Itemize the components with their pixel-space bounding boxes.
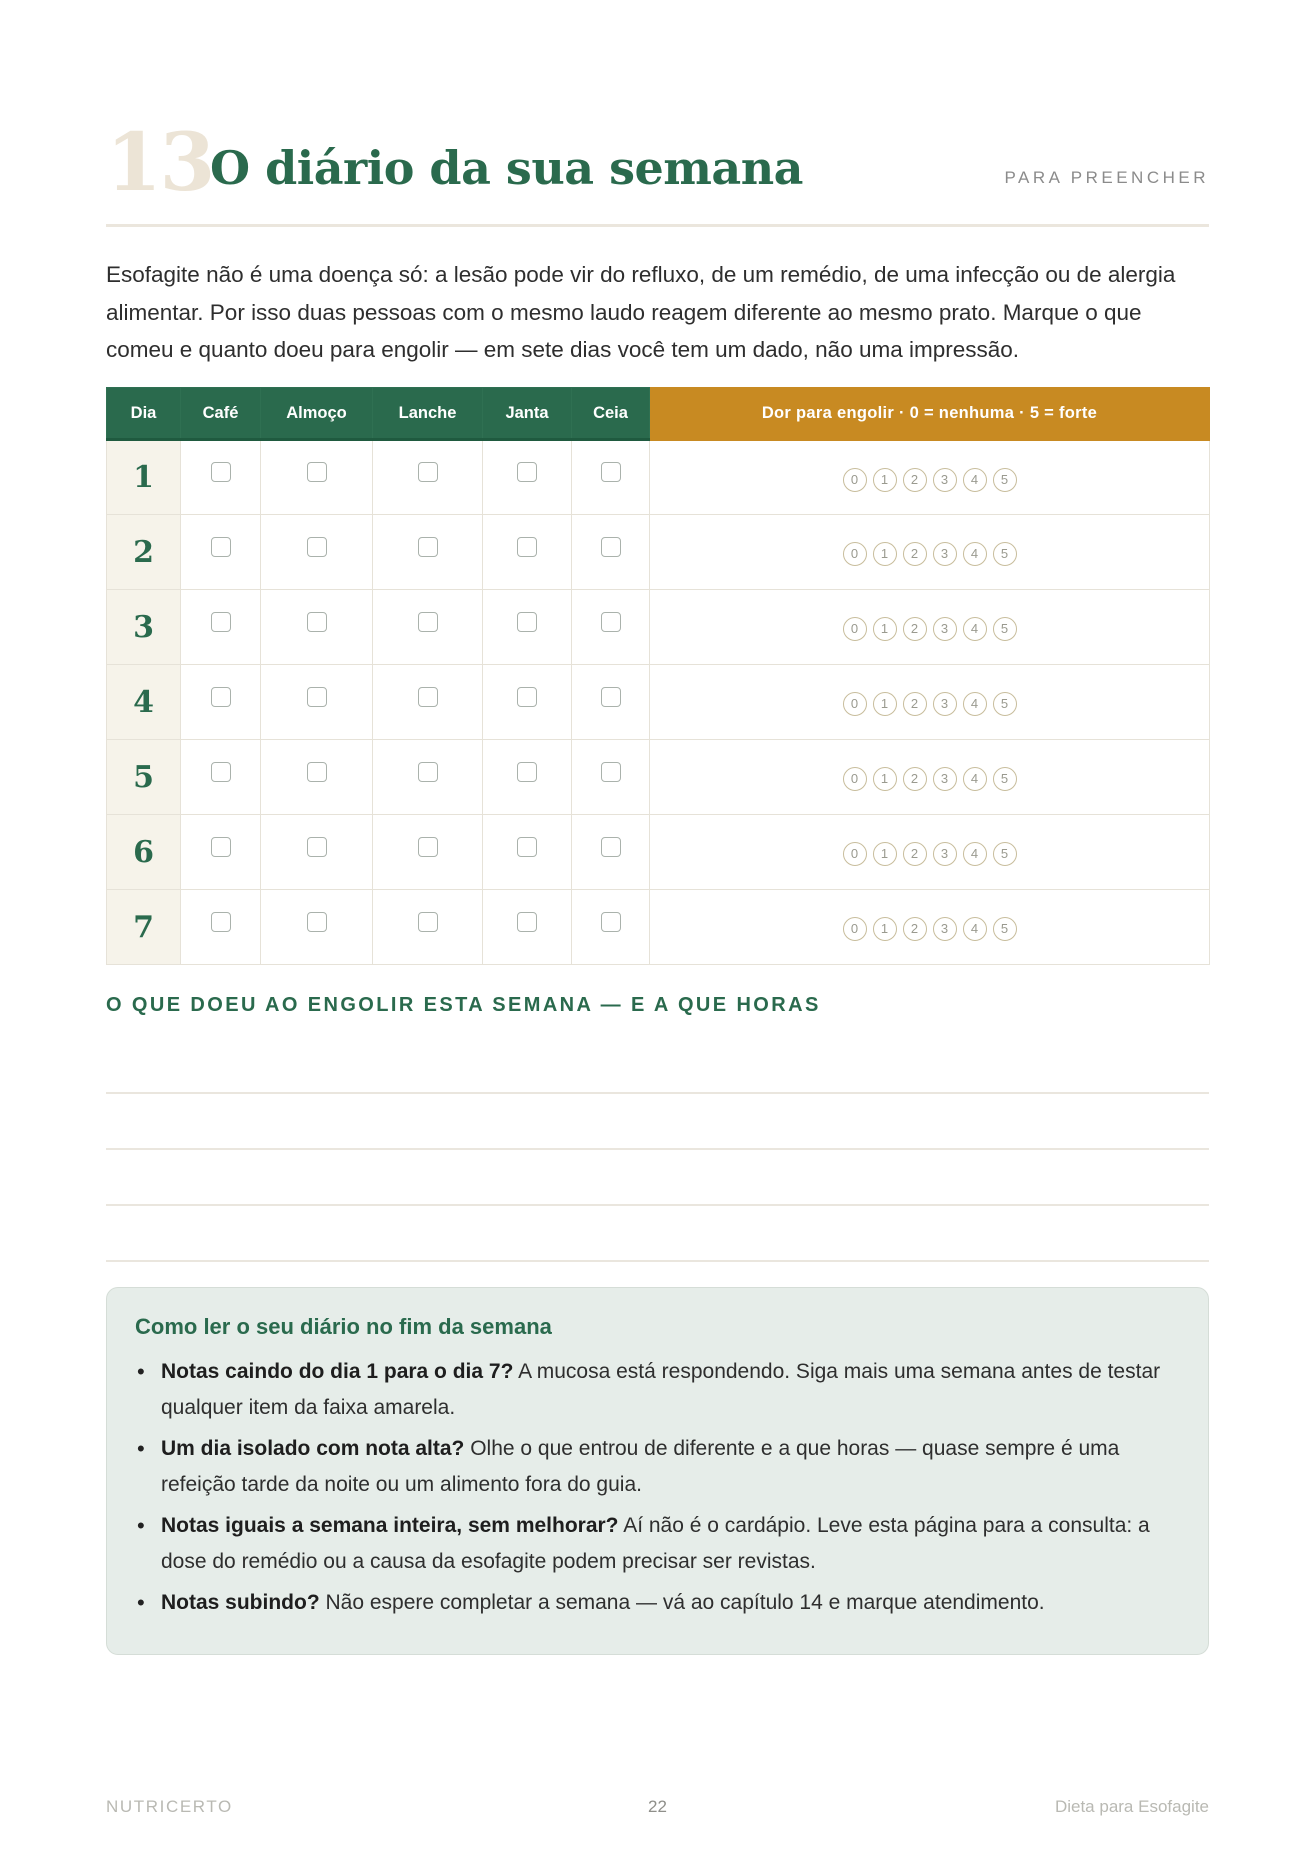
pain-score-option[interactable]: 1 [873, 767, 897, 791]
footer-brand: NUTRICERTO [106, 1797, 233, 1816]
breakfast-checkbox[interactable] [211, 762, 231, 782]
meal-cell-lunch [261, 440, 373, 515]
chapter-tag: PARA PREENCHER [1004, 168, 1209, 187]
pain-score-option[interactable]: 5 [993, 617, 1017, 641]
breakfast-checkbox[interactable] [211, 687, 231, 707]
day-number: 4 [107, 665, 181, 740]
supper-checkbox[interactable] [601, 537, 621, 557]
pain-score-option[interactable]: 3 [933, 767, 957, 791]
chapter-number: 13 [106, 115, 214, 209]
footer-book-title: Dieta para Esofagite [1054, 1797, 1209, 1816]
pain-scale [843, 842, 1017, 866]
pain-score-option[interactable]: 5 [993, 842, 1017, 866]
meal-cell-snack [373, 665, 483, 740]
lunch-checkbox[interactable] [307, 837, 327, 857]
meal-cell-supper [572, 815, 650, 890]
writing-line[interactable] [106, 1204, 1209, 1206]
weekly-diary-table [106, 387, 1210, 965]
dinner-checkbox[interactable] [517, 912, 537, 932]
table-row [107, 815, 1210, 890]
meal-cell-supper [572, 740, 650, 815]
supper-checkbox[interactable] [601, 462, 621, 482]
meal-cell-dinner [483, 515, 572, 590]
intro-paragraph: Esofagite não é uma doença só: a lesão pode vir do refluxo, de um remédio, de uma infecção ou de alergia alimentar. Por isso duas pessoas com o mesmo laudo reagem diferente ao mesmo prato. Marque o que comeu e quanto doeu para engolir — em sete dias você tem um dado, não uma impressão. [106, 262, 1176, 362]
pain-score-option[interactable]: 0 [843, 468, 867, 492]
meal-cell-lunch [261, 740, 373, 815]
dinner-checkbox[interactable] [517, 612, 537, 632]
pain-score-option[interactable]: 2 [903, 692, 927, 716]
pain-scale [843, 767, 1017, 791]
dinner-checkbox[interactable] [517, 762, 537, 782]
meal-cell-dinner [483, 590, 572, 665]
pain-score-option[interactable]: 4 [963, 468, 987, 492]
reading-guide-title: Como ler o seu diário no fim da semana [135, 1314, 552, 1339]
pain-score-option[interactable]: 1 [873, 842, 897, 866]
pain-score-option[interactable]: 1 [873, 692, 897, 716]
list-item-lead: Notas caindo do dia 1 para o dia 7? [161, 1360, 514, 1383]
pain-score-option[interactable]: 0 [843, 842, 867, 866]
meal-cell-dinner [483, 440, 572, 515]
list-item-text: Não espere completar a semana — vá ao capítulo 14 e marque atendimento. [319, 1591, 1045, 1614]
pain-score-option[interactable]: 5 [993, 917, 1017, 941]
column-header-dinner: Janta [483, 388, 572, 440]
meal-cell-lunch [261, 890, 373, 965]
supper-checkbox[interactable] [601, 762, 621, 782]
page-footer [106, 1797, 1209, 1821]
meal-cell-breakfast [181, 515, 261, 590]
table-row [107, 665, 1210, 740]
lunch-checkbox[interactable] [307, 912, 327, 932]
pain-score-option[interactable]: 0 [843, 617, 867, 641]
pain-scale-cell [650, 590, 1210, 665]
meal-cell-breakfast [181, 665, 261, 740]
pain-scale [843, 917, 1017, 941]
meal-cell-lunch [261, 815, 373, 890]
pain-scale [843, 542, 1017, 566]
list-item-text: A mucosa está respondendo. Siga mais uma semana antes de testar qualquer item da faixa amarela. [161, 1360, 1161, 1419]
snack-checkbox[interactable] [418, 612, 438, 632]
reading-guide-list [135, 1354, 1180, 1621]
meal-cell-snack [373, 515, 483, 590]
table-header-row [107, 388, 1210, 440]
column-header-snack: Lanche [373, 388, 483, 440]
pain-score-option[interactable]: 5 [993, 767, 1017, 791]
day-number: 7 [107, 890, 181, 965]
meal-cell-breakfast [181, 440, 261, 515]
writing-line[interactable] [106, 1092, 1209, 1094]
table-row [107, 440, 1210, 515]
pain-score-option[interactable]: 2 [903, 468, 927, 492]
reading-guide-box [106, 1287, 1209, 1655]
day-number: 5 [107, 740, 181, 815]
pain-scale [843, 468, 1017, 492]
page-number: 22 [648, 1797, 667, 1816]
meal-cell-supper [572, 590, 650, 665]
list-item-lead: Notas iguais a semana inteira, sem melhorar? [161, 1514, 619, 1537]
meal-cell-breakfast [181, 815, 261, 890]
pain-scale-cell [650, 815, 1210, 890]
snack-checkbox[interactable] [418, 462, 438, 482]
meal-cell-supper [572, 515, 650, 590]
meal-cell-supper [572, 440, 650, 515]
snack-checkbox[interactable] [418, 762, 438, 782]
pain-score-option[interactable]: 2 [903, 842, 927, 866]
pain-score-option[interactable]: 4 [963, 767, 987, 791]
supper-checkbox[interactable] [601, 612, 621, 632]
meal-cell-lunch [261, 665, 373, 740]
breakfast-checkbox[interactable] [211, 462, 231, 482]
breakfast-checkbox[interactable] [211, 837, 231, 857]
breakfast-checkbox[interactable] [211, 912, 231, 932]
column-header-breakfast: Café [181, 388, 261, 440]
table-body [107, 440, 1210, 965]
pain-score-option[interactable]: 0 [843, 542, 867, 566]
pain-score-option[interactable]: 0 [843, 767, 867, 791]
meal-cell-supper [572, 665, 650, 740]
column-header-lunch: Almoço [261, 388, 373, 440]
list-item-text: Olhe o que entrou de diferente e a que horas — quase sempre é uma refeição tarde da noite ou um alimento fora do guia. [161, 1437, 1120, 1496]
chapter-header [106, 115, 1209, 228]
pain-score-option[interactable]: 3 [933, 468, 957, 492]
pain-score-option[interactable]: 4 [963, 842, 987, 866]
pain-scale-cell [650, 665, 1210, 740]
meal-cell-dinner [483, 815, 572, 890]
pain-score-option[interactable]: 0 [843, 692, 867, 716]
table-row [107, 890, 1210, 965]
meal-cell-breakfast [181, 890, 261, 965]
list-item-lead: Um dia isolado com nota alta? [161, 1437, 465, 1460]
table-row [107, 590, 1210, 665]
snack-checkbox[interactable] [418, 687, 438, 707]
pain-score-option[interactable]: 4 [963, 617, 987, 641]
table-row [107, 740, 1210, 815]
meal-cell-supper [572, 890, 650, 965]
column-header-pain-scale: Dor para engolir · 0 = nenhuma · 5 = forte [650, 388, 1210, 440]
pain-score-option[interactable]: 3 [933, 842, 957, 866]
pain-scale-cell [650, 740, 1210, 815]
lunch-checkbox[interactable] [307, 537, 327, 557]
snack-checkbox[interactable] [418, 912, 438, 932]
column-header-day: Dia [107, 388, 181, 440]
dinner-checkbox[interactable] [517, 462, 537, 482]
pain-score-option[interactable]: 2 [903, 542, 927, 566]
pain-score-option[interactable]: 4 [963, 542, 987, 566]
breakfast-checkbox[interactable] [211, 612, 231, 632]
day-number: 6 [107, 815, 181, 890]
pain-scale-cell [650, 515, 1210, 590]
pain-score-option[interactable]: 3 [933, 617, 957, 641]
meal-cell-snack [373, 815, 483, 890]
meal-cell-dinner [483, 740, 572, 815]
pain-score-option[interactable]: 5 [993, 468, 1017, 492]
dinner-checkbox[interactable] [517, 537, 537, 557]
dinner-checkbox[interactable] [517, 687, 537, 707]
breakfast-checkbox[interactable] [211, 537, 231, 557]
supper-checkbox[interactable] [601, 687, 621, 707]
pain-score-option[interactable]: 3 [933, 542, 957, 566]
meal-cell-snack [373, 440, 483, 515]
notes-section-label: O QUE DOEU AO ENGOLIR ESTA SEMANA — E A QUE HORAS [106, 994, 821, 1016]
pain-scale-cell [650, 890, 1210, 965]
pain-score-option[interactable]: 3 [933, 917, 957, 941]
list-item [135, 1585, 1180, 1621]
pain-scale [843, 692, 1017, 716]
meal-cell-breakfast [181, 590, 261, 665]
pain-score-option[interactable]: 5 [993, 542, 1017, 566]
pain-score-option[interactable]: 2 [903, 617, 927, 641]
pain-score-option[interactable]: 1 [873, 468, 897, 492]
snack-checkbox[interactable] [418, 537, 438, 557]
pain-score-option[interactable]: 0 [843, 917, 867, 941]
lunch-checkbox[interactable] [307, 612, 327, 632]
supper-checkbox[interactable] [601, 912, 621, 932]
column-header-supper: Ceia [572, 388, 650, 440]
writing-line[interactable] [106, 1148, 1209, 1150]
meal-cell-lunch [261, 515, 373, 590]
list-item-text: Aí não é o cardápio. Leve esta página para a consulta: a dose do remédio ou a causa da esofagite podem precisar ser revistas. [161, 1514, 1150, 1573]
pain-score-option[interactable]: 2 [903, 917, 927, 941]
list-item-lead: Notas subindo? [161, 1591, 320, 1614]
pain-score-option[interactable]: 4 [963, 692, 987, 716]
pain-scale-cell [650, 440, 1210, 515]
header-divider [106, 224, 1209, 227]
pain-score-option[interactable]: 4 [963, 917, 987, 941]
meal-cell-snack [373, 890, 483, 965]
day-number: 2 [107, 515, 181, 590]
pain-score-option[interactable]: 1 [873, 917, 897, 941]
lunch-checkbox[interactable] [307, 762, 327, 782]
meal-cell-snack [373, 590, 483, 665]
pain-score-option[interactable]: 3 [933, 692, 957, 716]
meal-cell-lunch [261, 590, 373, 665]
meal-cell-snack [373, 740, 483, 815]
meal-cell-dinner [483, 665, 572, 740]
supper-checkbox[interactable] [601, 837, 621, 857]
pain-score-option[interactable]: 2 [903, 767, 927, 791]
meal-cell-dinner [483, 890, 572, 965]
pain-scale [843, 617, 1017, 641]
list-item [135, 1354, 1180, 1425]
lunch-checkbox[interactable] [307, 687, 327, 707]
pain-score-option[interactable]: 1 [873, 542, 897, 566]
pain-score-option[interactable]: 5 [993, 692, 1017, 716]
dinner-checkbox[interactable] [517, 837, 537, 857]
list-item [135, 1508, 1180, 1579]
day-number: 3 [107, 590, 181, 665]
page-title: O diário da sua semana [210, 141, 803, 195]
day-number: 1 [107, 440, 181, 515]
list-item [135, 1431, 1180, 1502]
meal-cell-breakfast [181, 740, 261, 815]
writing-line[interactable] [106, 1260, 1209, 1262]
lunch-checkbox[interactable] [307, 462, 327, 482]
pain-score-option[interactable]: 1 [873, 617, 897, 641]
table-row [107, 515, 1210, 590]
snack-checkbox[interactable] [418, 837, 438, 857]
